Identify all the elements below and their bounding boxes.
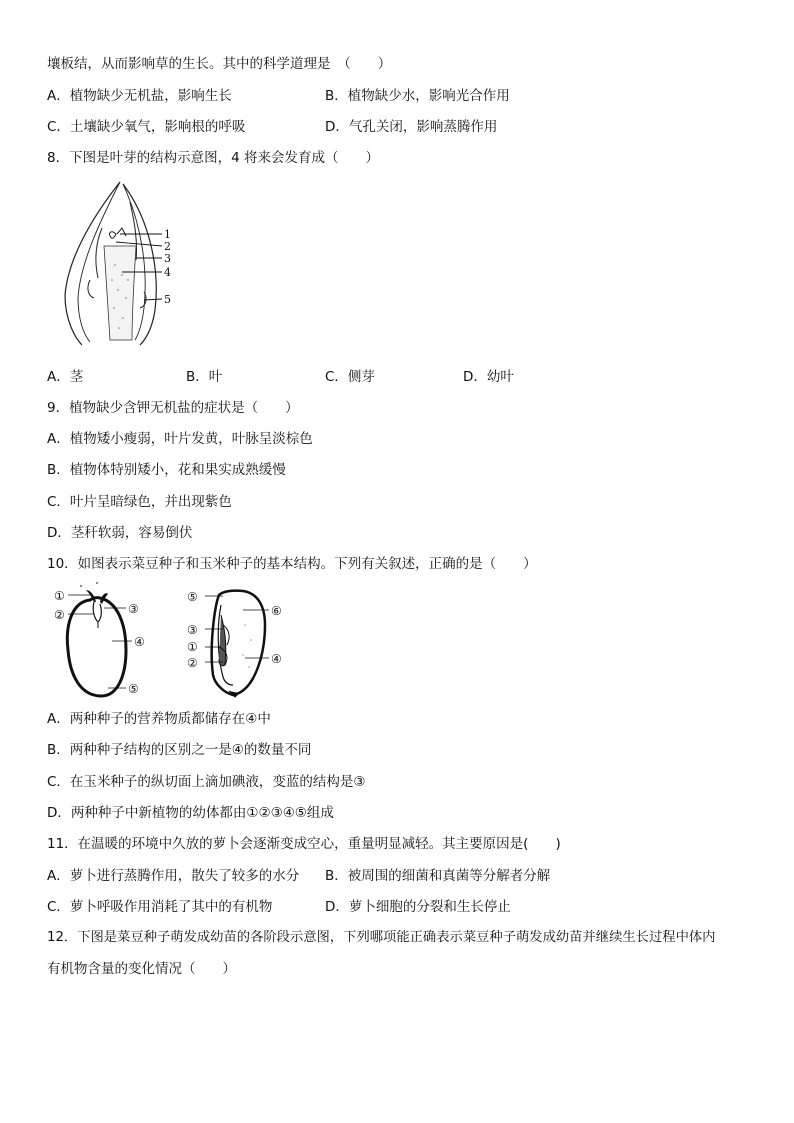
bean-label-5: ⑤ — [128, 682, 139, 696]
q11-option-a: A．萝卜进行蒸腾作用，散失了较多的水分 — [47, 868, 300, 884]
leaf-bud-label-3: 3 — [164, 252, 171, 265]
q10-option-a: A．两种种子的营养物质都储存在④中 — [47, 711, 271, 727]
q12-stem-line1: 12．下图是菜豆种子萌发成幼苗的各阶段示意图，下列哪项能正确表示菜豆种子萌发成幼苗并继续生长过程中体内 — [47, 930, 716, 945]
q9-option-d: D．茎秆软弱，容易倒伏 — [47, 525, 193, 541]
q12-stem-line2: 有机物含量的变化情况（ ） — [47, 961, 236, 977]
corn-label-4: ④ — [271, 652, 282, 666]
q11-option-b: B．被周围的细菌和真菌等分解者分解 — [325, 868, 551, 884]
q8-stem: 8．下图是叶芽的结构示意图，4 将来会发育成（ ） — [47, 150, 379, 166]
q7-option-d: D．气孔关闭，影响蒸腾作用 — [325, 119, 498, 135]
q11-option-c: C．萝卜呼吸作用消耗了其中的有机物 — [47, 899, 273, 915]
q7-stem: 壤板结，从而影响草的生长。其中的科学道理是 （ ） — [47, 56, 392, 72]
leaf-bud-label-1: 1 — [164, 228, 171, 241]
bean-seed-figure — [50, 580, 160, 705]
corn-label-6: ⑥ — [271, 604, 282, 618]
q10-stem: 10．如图表示菜豆种子和玉米种子的基本结构。下列有关叙述，正确的是（ ） — [47, 556, 537, 572]
q9-option-b: B．植物体特别矮小，花和果实成熟缓慢 — [47, 462, 286, 478]
corn-label-3: ③ — [187, 623, 198, 637]
q7-option-b: B．植物缺少水，影响光合作用 — [325, 88, 510, 104]
q8-option-b: B．叶 — [186, 369, 223, 385]
q10-option-d: D．两种种子中新植物的幼体都由①②③④⑤组成 — [47, 805, 334, 821]
q9-option-c: C．叶片呈暗绿色，并出现紫色 — [47, 494, 232, 510]
q10-option-b: B．两种种子结构的区别之一是④的数量不同 — [47, 742, 312, 758]
corn-label-2: ② — [187, 656, 198, 670]
bean-label-1: ① — [54, 589, 65, 603]
q10-option-c: C．在玉米种子的纵切面上滴加碘液，变蓝的结构是③ — [47, 774, 366, 790]
corn-label-1: ① — [187, 640, 198, 654]
q9-option-a: A．植物矮小瘦弱，叶片发黄，叶脉呈淡棕色 — [47, 431, 313, 447]
q8-option-a: A．茎 — [47, 369, 84, 385]
q11-stem: 11．在温暖的环境中久放的萝卜会逐渐变成空心，重量明显减轻。其主要原因是( ) — [47, 836, 561, 852]
leaf-bud-figure — [60, 180, 190, 350]
q8-option-d: D．幼叶 — [463, 369, 514, 385]
leaf-bud-label-5: 5 — [164, 293, 171, 306]
corn-seed-figure — [185, 585, 295, 700]
q8-option-c: C．侧芽 — [325, 369, 375, 385]
bean-label-4: ④ — [134, 635, 145, 649]
q7-option-a: A．植物缺少无机盐，影响生长 — [47, 88, 232, 104]
bean-label-3: ③ — [128, 602, 139, 616]
q7-option-c: C．土壤缺少氧气，影响根的呼吸 — [47, 119, 246, 135]
leaf-bud-label-2: 2 — [164, 240, 171, 253]
q9-stem: 9．植物缺少含钾无机盐的症状是（ ） — [47, 400, 299, 416]
q11-option-d: D．萝卜细胞的分裂和生长停止 — [325, 899, 511, 915]
corn-label-5: ⑤ — [187, 590, 198, 604]
leaf-bud-label-4: 4 — [164, 266, 171, 279]
bean-label-2: ② — [54, 608, 65, 622]
